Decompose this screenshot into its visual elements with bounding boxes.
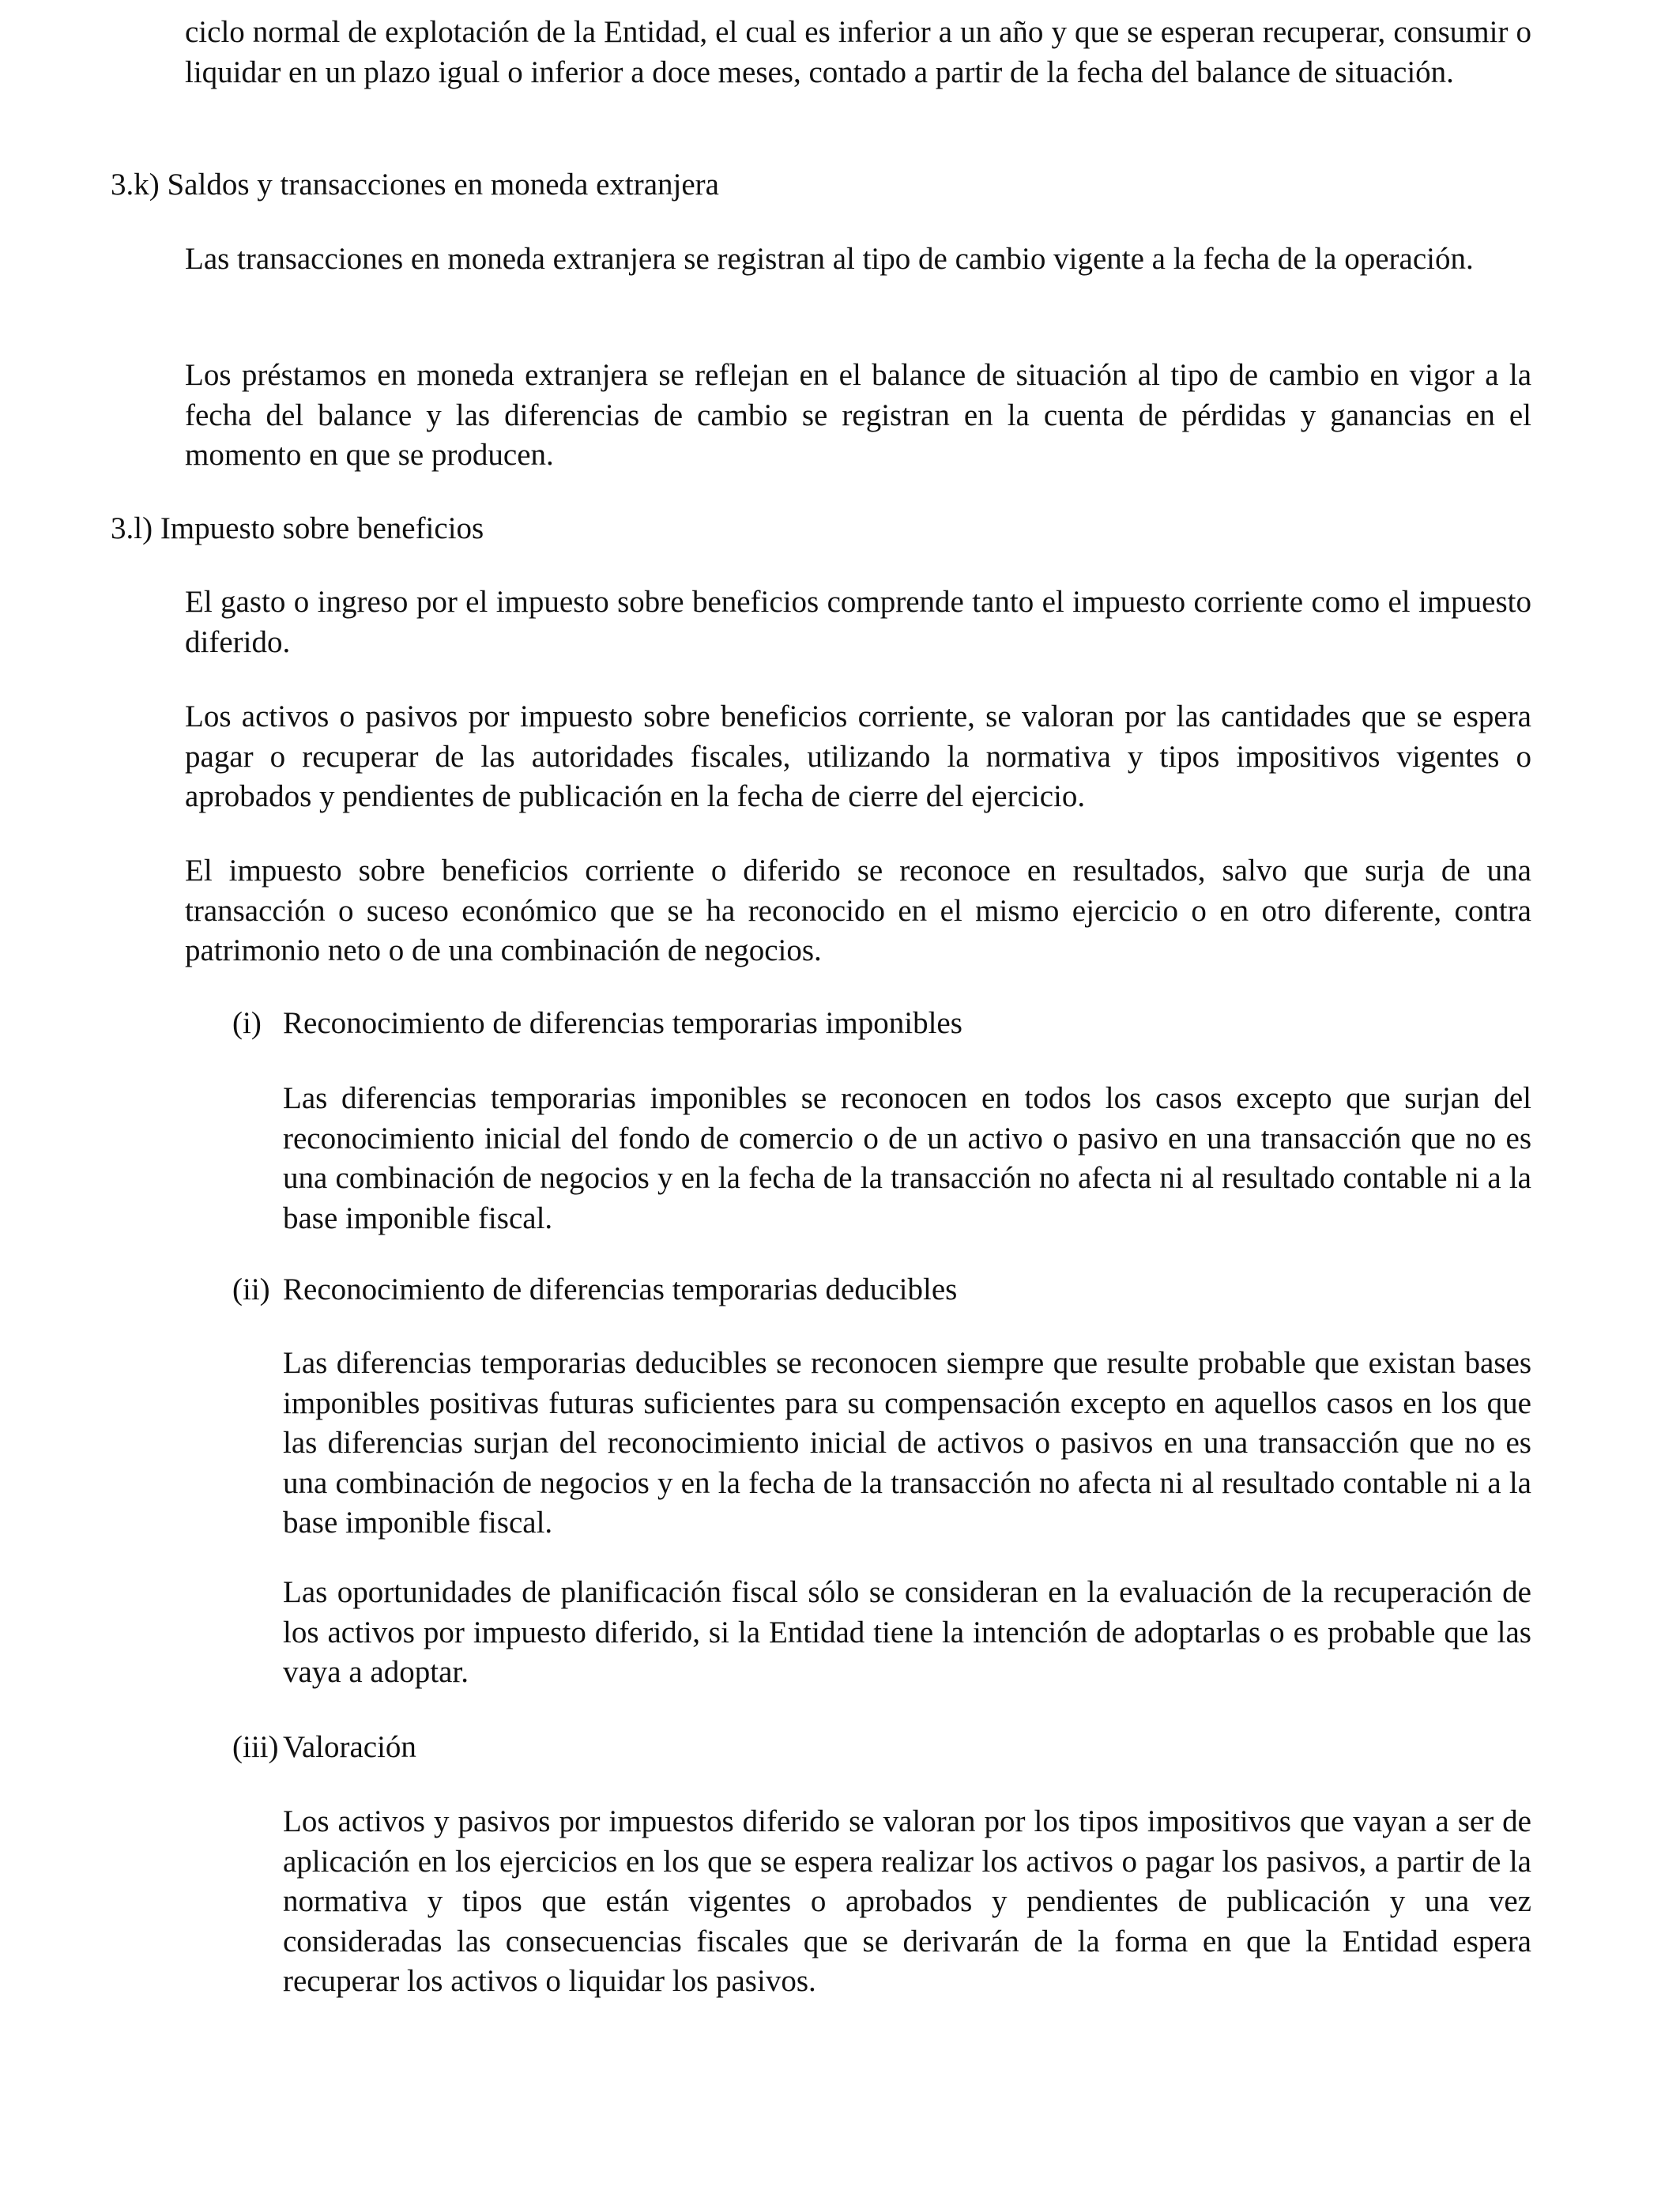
- section-3l-paragraph-1: El gasto o ingreso por el impuesto sobre beneficios comprende tanto el impuesto corriente como el impuesto diferido.: [185, 585, 1531, 659]
- subsection-i-paragraph-1: Las diferencias temporarias imponibles se reconocen en todos los casos excepto que surjan del reconocimiento inicial del fondo de comercio o de un activo o pasivo en una transacción que no es una combinación de negocios y en la fecha de la transacción no afecta ni al resultado contable ni a la base imponible fiscal.: [283, 1081, 1531, 1235]
- subsection-heading-ii: [232, 1270, 957, 1310]
- subsection-ii-paragraph-2: Las oportunidades de planificación fiscal sólo se consideran en la evaluación de la recuperación de los activos por impuesto diferido, si la Entidad tiene la intención de adoptarlas o es probable que las vaya a adoptar.: [283, 1575, 1531, 1689]
- subsection-iii-paragraph-1: Los activos y pasivos por impuestos diferido se valoran por los tipos impositivos que vayan a ser de aplicación en los ejercicios en los que se espera realizar los activos o pagar los pasivos, a partir de la normativa y tipos que están vigentes o aprobados y pendientes de publicación y una vez consideradas las consecuencias fiscales que se derivarán de la forma en que la Entidad espera recuperar los activos o liquidar los pasivos.: [283, 1804, 1531, 1998]
- subsection-ii-paragraph-1: Las diferencias temporarias deducibles se reconocen siempre que resulte probable que existan bases imponibles positivas futuras suficientes para su compensación excepto en aquellos casos en los que las diferencias surjan del reconocimiento inicial de activos o pasivos en una transacción que no es una combinación de negocios y en la fecha de la transacción no afecta ni al resultado contable ni a la base imponible fiscal.: [283, 1346, 1531, 1540]
- section-3k-paragraph-2: Los préstamos en moneda extranjera se reflejan en el balance de situación al tipo de cambio en vigor a la fecha del balance y las diferencias de cambio se registran en la cuenta de pérdidas y ganancias en el momento en que se producen.: [185, 358, 1531, 472]
- intro-paragraph: ciclo normal de explotación de la Entidad, el cual es inferior a un año y que se esperan recuperar, consumir o liquidar en un plazo igual o inferior a doce meses, contado a partir de la fecha del balance de situación.: [185, 15, 1531, 89]
- subsection-title: Valoración: [283, 1730, 416, 1764]
- subsection-marker: (ii): [232, 1272, 270, 1306]
- section-heading-3l: 3.l) Impuesto sobre beneficios: [111, 511, 484, 545]
- subsection-title: Reconocimiento de diferencias temporarias deducibles: [283, 1272, 958, 1306]
- subsection-marker: (i): [232, 1006, 262, 1040]
- subsection-title: Reconocimiento de diferencias temporarias imponibles: [283, 1006, 962, 1040]
- section-3k-paragraph-1: Las transacciones en moneda extranjera se registran al tipo de cambio vigente a la fecha de la operación.: [185, 242, 1474, 276]
- subsection-heading-i: [232, 1004, 962, 1044]
- subsection-heading-iii: [232, 1728, 416, 1768]
- section-3l-paragraph-2: Los activos o pasivos por impuesto sobre beneficios corriente, se valoran por las cantidades que se espera pagar o recuperar de las autoridades fiscales, utilizando la normativa y tipos impositivos vigentes o aprobados y pendientes de publicación en la fecha de cierre del ejercicio.: [185, 699, 1531, 813]
- section-heading-3k: 3.k) Saldos y transacciones en moneda extranjera: [111, 168, 719, 202]
- section-3l-paragraph-3: El impuesto sobre beneficios corriente o diferido se reconoce en resultados, salvo que surja de una transacción o suceso económico que se ha reconocido en el mismo ejercicio o en otro diferente, contra patrimonio neto o de una combinación de negocios.: [185, 854, 1531, 967]
- subsection-marker: (iii): [232, 1730, 279, 1764]
